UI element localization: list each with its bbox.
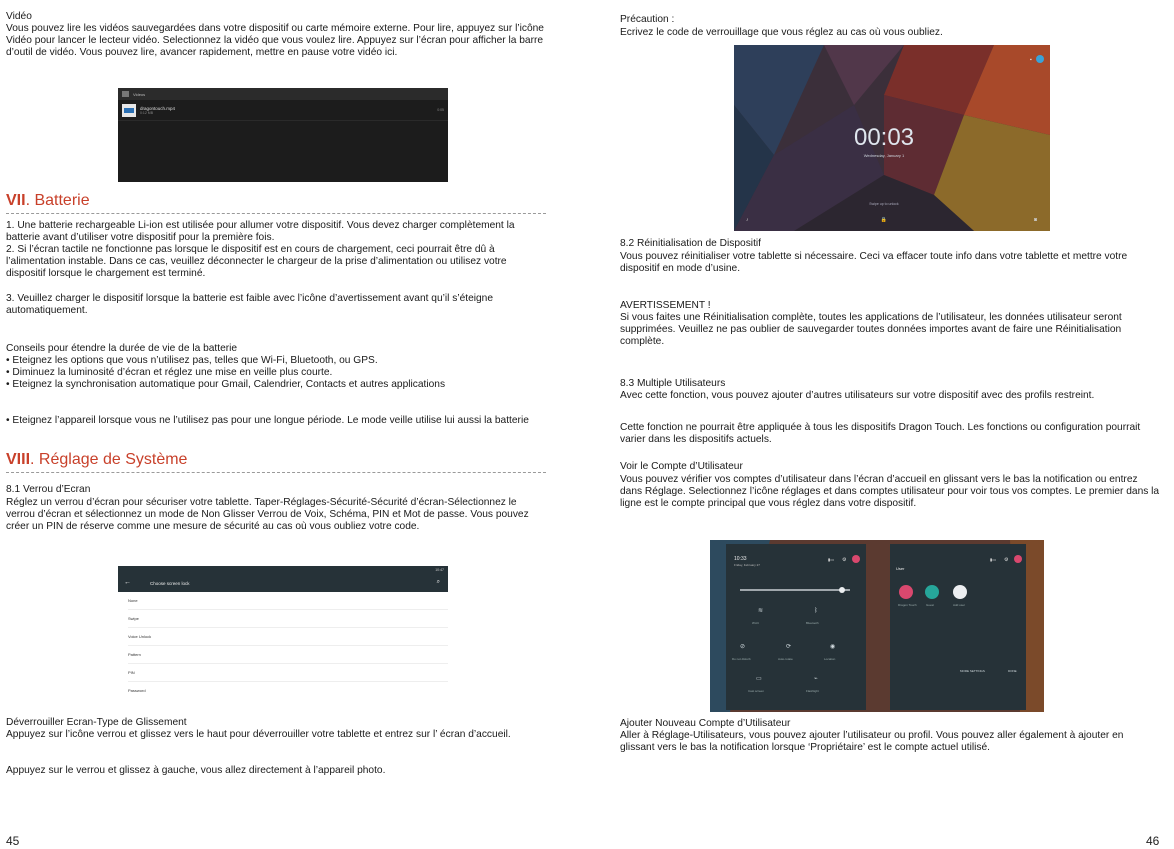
caution-title: Précaution : <box>620 14 675 25</box>
multi-body-2: Cette fonction ne pourrait être appliquée à tous les dispositifs Dragon Touch. Les fonctions ou configuration pourrait varier dans les dispositifs actuels. <box>620 422 1141 446</box>
qs-avatar-icon[interactable] <box>852 555 860 563</box>
page-number-right: 46 <box>1146 834 1160 848</box>
add-title: Ajouter Nouveau Compte d’Utilisateur <box>620 718 791 729</box>
qs-cast-label: Cast screen <box>748 689 765 693</box>
multi-body-1: Avec cette fonction, vous pouvez ajouter d’autres utilisateurs sur votre dispositif avec des profils restreint. <box>620 390 1095 401</box>
qs-gear-icon[interactable]: ⚙ <box>842 557 847 563</box>
page-number-left: 45 <box>6 834 20 848</box>
search-icon[interactable]: ⌕ <box>436 579 440 585</box>
tip-2: • Diminuez la luminosité d’écran et réglez une mise en veille plus courte. <box>6 367 333 378</box>
battery-item-2: 2. Si l’écran tactile ne fonctionne pas lorsque le dispositif est en cours de chargement, ceci pourrait être dû à l’alimentation instable. Dans ce cas, veuillez déconnecter le chargeur de la prise d’alimentation ou utilisez votre dispositif lorsque le chargement est terminé. <box>6 244 507 280</box>
qs-user-gear-icon[interactable]: ⚙ <box>1004 557 1009 563</box>
warning-body: Si vous faites une Réinitialisation complète, toutes les applications de l’utilisateur, les données utilisateur seront supprimées. Veuillez ne pas oublier de sauvegarder toutes données importes avant de faire une Réinitialisation complète. <box>620 312 1122 348</box>
qs-user-battery-icon: ▮▭ <box>990 557 996 562</box>
section-8-roman: VIII <box>6 451 31 468</box>
qs-wifi-label: Wi-Fi <box>752 621 759 625</box>
section-8-title: . Réglage de Système <box>30 451 188 468</box>
video-app-bar <box>118 88 448 100</box>
lock-body: Réglez un verrou d’écran pour sécuriser votre tablette. Taper-Réglages-Sécurité-Sécurité d’écran-Sélectionnez le verrou d’écran et sélectionnez un mode de Non Glisser Verrou de Voix, Schéma, PIN et Mot de passe. Vous pouvez créer un PIN de réserve comme une mesure de sécurité au cas où vous oubliez votre code. <box>6 497 529 533</box>
qs-flashlight-label: Flashlight <box>806 689 819 693</box>
lock-screen-screenshot <box>734 45 1050 231</box>
qs-time: 10:33 <box>734 556 747 562</box>
video-title: Vidéo <box>6 11 32 22</box>
lock-mic-icon[interactable]: ♪ <box>746 217 749 223</box>
lock-status-icon: ▪ <box>1030 57 1032 63</box>
qs-user-header: User <box>896 566 905 571</box>
qs-battery-icon: ▮▭ <box>828 557 834 562</box>
quick-settings-screenshot <box>710 540 1044 712</box>
screen-lock-screenshot <box>118 566 448 714</box>
unlock-title: Déverrouiller Ecran-Type de Glissement <box>6 717 187 728</box>
video-app-label: Videos <box>133 91 146 97</box>
user-guest-label: Guest <box>926 603 935 607</box>
lock-option-none[interactable]: None <box>128 592 448 610</box>
user-add-label: Add user <box>953 603 966 607</box>
add-body: Aller à Réglage-Utilisateurs, vous pouvez ajouter l’utilisateur ou profil. Vous pouvez aller également à ajouter en glissant vers le bas la notification lorsque ‘Propriétaire’ est le compte actuel utilisé. <box>620 730 1124 754</box>
screen-lock-appbar <box>118 566 448 592</box>
qs-flashlight-icon[interactable]: ⌁ <box>814 676 818 682</box>
qs-brightness-knob[interactable] <box>839 587 845 593</box>
lock-option-password[interactable]: Password <box>128 688 146 693</box>
lock-camera-icon[interactable]: ◙ <box>1034 217 1038 223</box>
lock-option-swipe[interactable]: Swipe <box>128 610 448 628</box>
reset-body: Vous pouvez réinitialiser votre tablette si nécessaire. Ceci va effacer toute info dans votre tablette et mettre votre dispositif en mode d’usine. <box>620 251 1128 275</box>
video-file-meta: 0:05 <box>437 108 444 112</box>
user-dragon-touch-icon[interactable] <box>899 585 913 599</box>
lock-option-pattern[interactable]: Pattern <box>128 646 448 664</box>
lock-unlock-hint: Swipe up to unlock <box>869 202 899 206</box>
video-file-name: dragontouch.mp4 <box>140 105 176 111</box>
tip-4: • Eteignez l’appareil lorsque vous ne l’utilisez pas pour une longue période. Le mode veille utilise lui aussi la batterie <box>6 415 529 426</box>
qs-bluetooth-label: Bluetooth <box>806 621 819 625</box>
video-file-sub: 0:12 MB <box>140 110 154 115</box>
account-body: Vous pouvez vérifier vos comptes d’utilisateur dans l’écran d’accueil en glissant vers le bas la notification ou entrez dans Réglage. Selectionnez l’icône réglages et dans comptes utilisateur pour voir tous vos comptes. Le premier dans la ligne est le compte principal que vous réglez dans votre dispositif. <box>620 474 1160 510</box>
qs-location-label: Location <box>824 657 836 661</box>
caution-body: Ecrivez le code de verrouillage que vous réglez au cas où vous oubliez. <box>620 27 943 38</box>
video-app-icon <box>122 91 129 97</box>
qs-rotate-icon[interactable]: ⟳ <box>786 644 792 650</box>
video-file-row[interactable] <box>118 100 448 121</box>
qs-dnd-label: Do not disturb <box>732 657 751 661</box>
lock-padlock-icon[interactable]: 🔒 <box>880 217 888 223</box>
section-7-roman: VII <box>6 192 26 209</box>
qs-cast-icon[interactable]: ▭ <box>756 676 762 682</box>
qs-wifi-icon[interactable]: ≋ <box>758 608 764 614</box>
account-title: Voir le Compte d’Utilisateur <box>620 461 743 472</box>
qs-dnd-icon[interactable]: ⊘ <box>740 644 746 650</box>
section-8-heading <box>6 451 546 473</box>
user-guest-icon[interactable] <box>925 585 939 599</box>
screen-lock-options <box>118 592 448 699</box>
lock-option-voice[interactable]: Voice Unlock <box>128 628 448 646</box>
user-dragon-touch-label: Dragon Touch <box>898 603 917 607</box>
lock-clock-date: Wednesday, January 1 <box>863 153 905 158</box>
lock-avatar-icon[interactable] <box>1036 55 1044 63</box>
reset-title: 8.2 Réinitialisation de Dispositif <box>620 238 761 249</box>
tip-1: • Eteignez les options que vous n’utilisez pas, telles que Wi-Fi, Bluetooth, ou GPS. <box>6 355 378 366</box>
qs-panel-left <box>726 544 866 710</box>
qs-location-icon[interactable]: ◉ <box>830 644 836 650</box>
lock-title: 8.1 Verrou d’Ecran <box>6 484 91 495</box>
section-7-heading <box>6 192 546 214</box>
battery-item-1: 1. Une batterie rechargeable Li-ion est utilisée pour allumer votre dispositif. Vous devez charger complètement la batterie avant d’utiliser votre dispositif pour la première fois. <box>6 220 515 244</box>
lock-option-pin[interactable]: PIN <box>128 664 448 682</box>
multi-title: 8.3 Multiple Utilisateurs <box>620 378 726 389</box>
unlock-body-1: Appuyez sur l’icône verrou et glissez vers le haut pour déverrouiller votre tablette et entrez sur l’ écran d’accueil. <box>6 729 511 740</box>
qs-user-avatar-icon[interactable] <box>1014 555 1022 563</box>
back-arrow-icon[interactable]: ← <box>124 579 131 586</box>
video-thumbnail-icon <box>122 104 136 117</box>
qs-more-settings-button[interactable]: MORE SETTINGS <box>960 669 985 673</box>
warning-title: AVERTISSEMENT ! <box>620 300 711 311</box>
qs-rotate-label: Auto-rotate <box>778 657 793 661</box>
screen-lock-status-time: 10:47 <box>435 568 444 572</box>
qs-panel-right <box>890 544 1026 710</box>
tip-3: • Eteignez la synchronisation automatique pour Gmail, Calendrier, Contacts et autres applications <box>6 379 446 390</box>
section-7-title: . Batterie <box>25 192 90 209</box>
screen-lock-header: Choose screen lock <box>150 581 190 586</box>
battery-item-3: 3. Veuillez charger le dispositif lorsque la batterie est faible avec l’icône d’avertissement avant qu’il s’éteigne automatiquement. <box>6 293 494 317</box>
video-body: Vous pouvez lire les vidéos sauvegardées dans votre dispositif ou carte mémoire externe. Pour lire, appuyez sur l’icône Vidéo pour lancer le lecteur vidéo. Selectionnez la vidéo que vous voulez lire. Appuyez sur l’écran pour afficher la barre d’outil de vidéo. Vous pouvez lire, avancer rapidement, mettre en pause votre vidéo ici. <box>6 23 544 59</box>
qs-done-button[interactable]: DONE <box>1008 669 1017 673</box>
lock-clock-time: 00:03 <box>853 124 915 151</box>
user-add-icon[interactable] <box>953 585 967 599</box>
qs-date: Friday, February 27 <box>734 563 760 567</box>
qs-bluetooth-icon[interactable]: ᛒ <box>814 608 818 614</box>
video-screenshot <box>118 88 448 182</box>
tips-title: Conseils pour étendre la durée de vie de la batterie <box>6 343 238 354</box>
unlock-body-2: Appuyez sur le verrou et glissez à gauche, vous allez directement à l’appareil photo. <box>6 765 386 776</box>
